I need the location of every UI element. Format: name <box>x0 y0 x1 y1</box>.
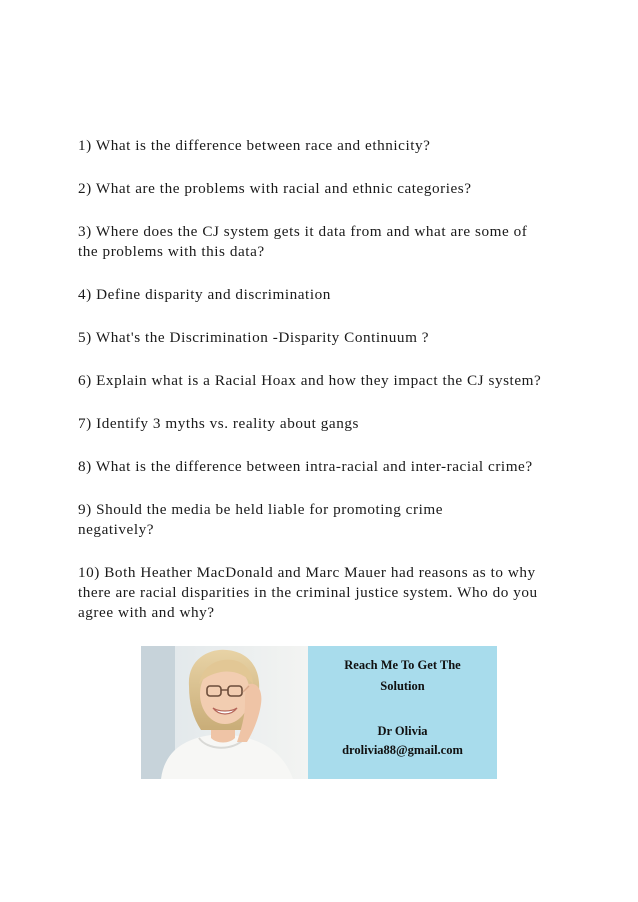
contact-banner <box>141 646 497 779</box>
contact-email[interactable]: drolivia88@gmail.com <box>342 743 463 757</box>
question-5: 5) What's the Discrimination -Disparity Continuum ? <box>78 329 430 346</box>
question-list <box>78 136 578 646</box>
question-7: 7) Identify 3 myths vs. reality about gangs <box>78 415 359 432</box>
contact-panel <box>308 646 497 779</box>
question-10: 10) Both Heather MacDonald and Marc Mauer had reasons as to why there are racial disparities in the criminal justice system. Who do you agree with and why? <box>78 564 538 621</box>
question-2: 2) What are the problems with racial and ethnic categories? <box>78 180 472 197</box>
woman-photo <box>141 646 308 779</box>
woman-photo-illustration <box>141 646 308 779</box>
promo-headline-2: Solution <box>380 679 425 693</box>
question-4: 4) Define disparity and discrimination <box>78 286 331 303</box>
question-1: 1) What is the difference between race and ethnicity? <box>78 137 431 154</box>
question-8: 8) What is the difference between intra-racial and inter-racial crime? <box>78 458 533 475</box>
contact-name: Dr Olivia <box>377 724 428 738</box>
promo-headline: Reach Me To Get The <box>344 658 461 672</box>
question-9: 9) Should the media be held liable for promoting crime negatively? <box>78 501 444 538</box>
question-6: 6) Explain what is a Racial Hoax and how they impact the CJ system? <box>78 372 542 389</box>
question-3: 3) Where does the CJ system gets it data from and what are some of the problems with this data? <box>78 223 528 260</box>
